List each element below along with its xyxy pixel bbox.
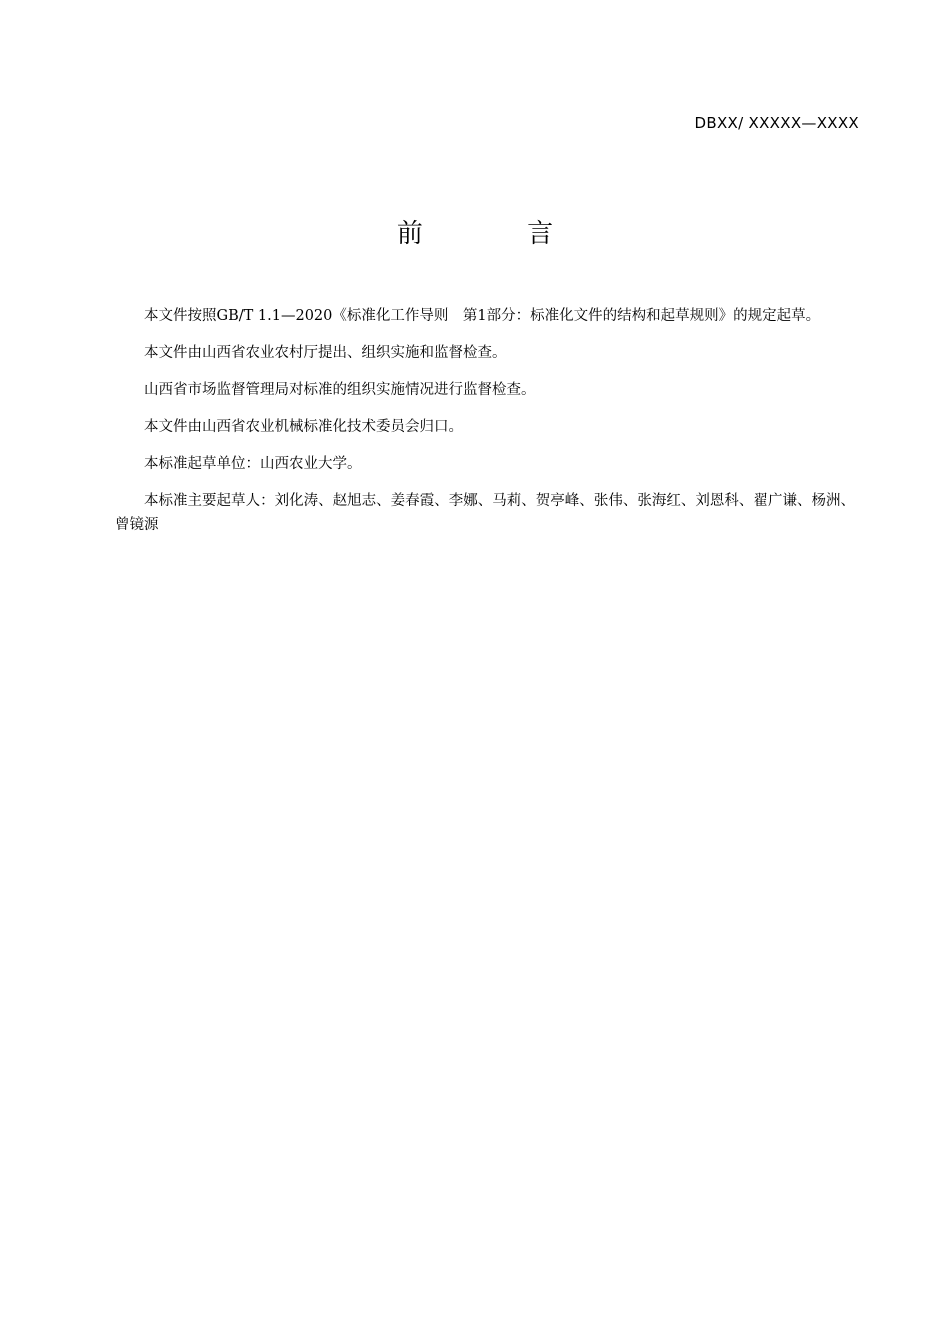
- document-number: DBXX/ XXXXX—XXXX: [694, 114, 859, 132]
- paragraph-committee: 本文件由山西省农业机械标准化技术委员会归口。: [144, 419, 463, 435]
- paragraph-drafters: 本标准主要起草人：刘化涛、赵旭志、姜春霞、李娜、马莉、贺亭峰、张伟、张海红、刘恩科、翟广谦、杨洲、曾镜源: [115, 493, 855, 533]
- foreword-body: [115, 304, 855, 550]
- paragraph-drafting-unit: 本标准起草单位：山西农业大学。: [144, 456, 362, 472]
- paragraph-drafting-rules: 本文件按照GB/T 1.1—2020《标准化工作导则 第1部分：标准化文件的结构和起草规则》的规定起草。: [144, 308, 821, 324]
- paragraph-proposer: 本文件由山西省农业农村厅提出、组织实施和监督检查。: [144, 345, 507, 361]
- paragraph-supervision: 山西省市场监督管理局对标准的组织实施情况进行监督检查。: [144, 382, 536, 398]
- foreword-title: 前 言: [396, 219, 602, 249]
